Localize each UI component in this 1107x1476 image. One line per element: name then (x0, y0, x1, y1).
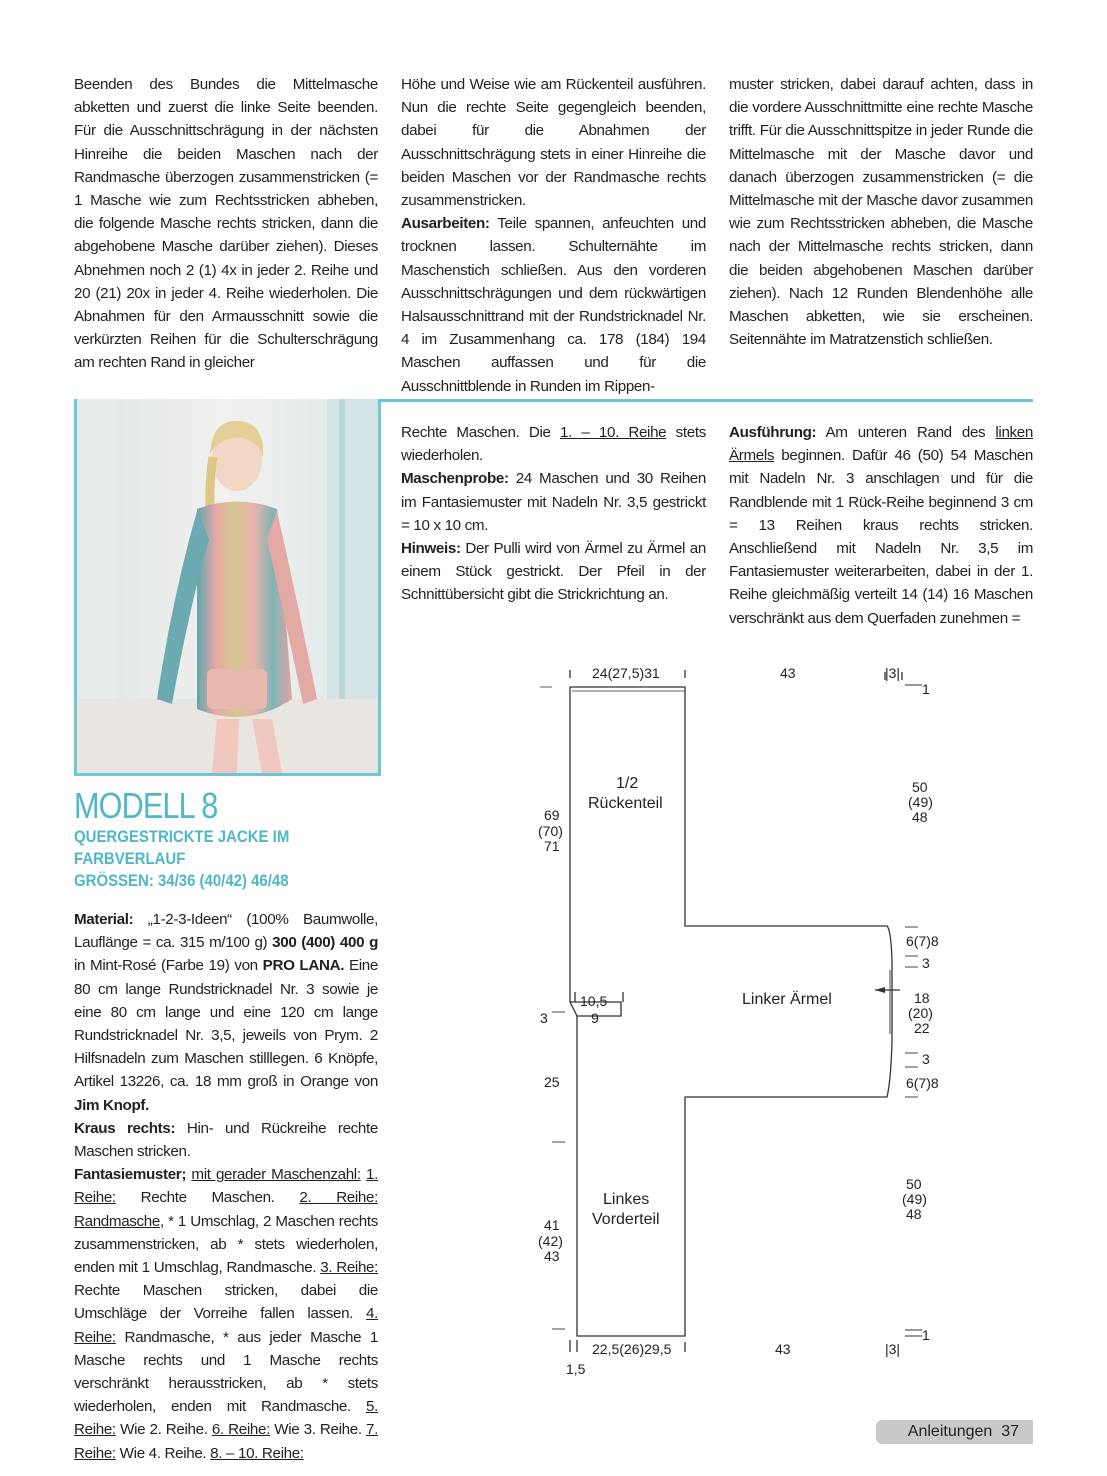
paragraph: Ausarbeiten: Teile spannen, anfeuchten und trocknen lassen. Schulternähte im Maschenstich schließen. Aus den vorderen Ausschnittschrägungen und dem rückwärtigen Halsausschnittrand mit der Rundstricknadel Nr. 4 im Zusammenhang ca. 178 (184) 194 Maschen auffassen und für die Ausschnittblende in Runden im Rippen- (401, 215, 706, 395)
piece-label: Rückenteil (588, 795, 663, 812)
page-footer (876, 1420, 1033, 1444)
text-column-3: muster stricken, dabei darauf achten, dass in die vordere Ausschnittmitte eine rechte Masche trifft. Für die Ausschnittspitze in jeder Runde die Mittelmasche mit der Masche davor und danach überzogen zusammenstricken (= die Mittelmasche mit der Masche davor zusammen wie zum Rechtsstricken abheben, die Masche nach der Mittelmasche rechts stricken, dann die beiden abgehobenen Maschen darüber ziehen). Nach 12 Runden Blendenhöhe alle Maschen abketten, wie sie erscheinen. Seitennähte im Matratzenstich schließen. (729, 76, 1033, 349)
dim-label: |3| (885, 1341, 901, 1357)
page-number: 37 (1001, 1423, 1019, 1440)
text-column-5 (729, 421, 1033, 630)
dim-label: (20) (908, 1005, 933, 1021)
dim-label: 1 (922, 1327, 930, 1343)
model-title: MODELL 8 (74, 785, 218, 826)
fantasie-paragraph: Fantasiemuster; mit gerader Maschenzahl: 1. Reihe: Rechte Maschen. 2. Reihe: Randmasche, * 1 Umschlag, 2 Maschen rechts zusammenstricken, ab * stets wiederholen, enden mit 1 Umschlag, Randmasche. 3. Reihe: Rechte Maschen stricken, dabei die Umschläge der Vorreihe fallen lassen. 4. Reihe: Randmasche, * aus jeder Masche 1 Masche rechts und 1 Masche rechts verschränkt herausstricken, ab * stets wiederholen, enden mit Randmasche. 5. Reihe: Wie 2. Reihe. 6. Reihe: Wie 3. Reihe. 7. Reihe: Wie 4. Reihe. 8. – 10. Reihe: (74, 1166, 379, 1462)
dim-label: 25 (544, 1074, 560, 1090)
model-photo (74, 399, 381, 776)
dim-label: (42) (538, 1233, 563, 1249)
dim-label: 48 (912, 809, 928, 825)
dim-label: 43 (780, 665, 796, 681)
text-column-2 (401, 73, 706, 398)
dim-label: 3 (540, 1010, 548, 1026)
dim-label: 22 (914, 1020, 930, 1036)
paragraph: Maschenprobe: 24 Maschen und 30 Reihen im Fantasiemuster mit Nadeln Nr. 3,5 gestrickt = 10 x 10 cm. (401, 470, 706, 534)
piece-label: Vorderteil (592, 1211, 660, 1228)
pattern-schematic (530, 660, 960, 1380)
dim-label: 3 (922, 1051, 930, 1067)
piece-label: 1/2 (616, 775, 639, 792)
dim-label: 1 (922, 681, 930, 697)
piece-label: Linkes (603, 1191, 650, 1208)
model-subtitle: FARBVERLAUF (74, 849, 186, 868)
dim-label: (49) (908, 794, 933, 810)
footer-section: Anleitungen (907, 1423, 993, 1440)
instructions-column (74, 908, 378, 1465)
dim-label: 71 (544, 838, 560, 854)
dim-label: 69 (544, 807, 560, 823)
dim-label: 48 (906, 1206, 922, 1222)
dim-label: 22,5(26)29,5 (592, 1341, 672, 1357)
dim-label: 24(27,5)31 (592, 665, 660, 681)
model-title-block (74, 786, 319, 892)
dim-label: 43 (775, 1341, 791, 1357)
text-column-4 (401, 421, 706, 607)
dim-label: |3| (885, 665, 901, 681)
dim-label: 50 (906, 1176, 922, 1192)
paragraph: Rechte Maschen. Die 1. – 10. Reihe stets wiederholen. (401, 424, 707, 465)
text-column-1: Beenden des Bundes die Mittelmasche abketten und zuerst die linke Seite beenden. Für die Ausschnittschrägung in der nächsten Hinreihe die beiden Maschen nach der Randmasche überzogen zusammenstricken (= 1 Masche wie zum Rechtsstricken abheben, die folgende Masche rechts stricken, dann die abgehobene Masche darüber ziehen). Dieses Abnehmen noch 2 (1) 4x in jeder 2. Reihe und 20 (21) 20x in jeder 4. Reihe wiederholen. Die Abnahmen für den Armausschnitt sowie die verkürzten Reihen für die Schulterschrägung am rechten Rand in gleicher (74, 76, 378, 372)
dim-label: 41 (544, 1217, 560, 1233)
dim-label: 6(7)8 (906, 1075, 939, 1091)
dim-label: 1,5 (566, 1361, 586, 1377)
paragraph: Höhe und Weise wie am Rückenteil ausführen. Nun die rechte Seite gegengleich beenden, dabei für die Abnahmen der Ausschnittschrägung stets in einer Hinreihe die beiden Maschen vor der Randmasche rechts zusammenstricken. (401, 76, 706, 210)
material-paragraph: Material: „1-2-3-Ideen“ (100% Baumwolle, Lauflänge = ca. 315 m/100 g) 300 (400) 400 g in Mint-Rosé (Farbe 19) von PRO LANA. Eine 80 cm lange Rundstricknadel Nr. 3 sowie je eine 80 cm lange und eine 120 cm lange Rundstricknadel Nr. 3,5, jeweils von Prym. 2 Hilfsnadeln zum Maschen stilllegen. 6 Knöpfe, Artikel 13226, ca. 18 mm groß in Orange von Jim Knopf. (74, 911, 378, 1114)
paragraph: Hinweis: Der Pulli wird von Ärmel zu Ärmel an einem Stück gestrickt. Der Pfeil in der Schnittübersicht gibt die Strickrichtung an. (401, 540, 706, 604)
model-sizes: GRÖSSEN: 34/36 (40/42) 46/48 (74, 871, 289, 890)
dim-label: 3 (922, 955, 930, 971)
model-subtitle: QUERGESTRICKTE JACKE IM (74, 827, 290, 846)
paragraph: Ausführung: Am unteren Rand des linken Ärmels beginnen. Dafür 46 (50) 54 Maschen mit Nadeln Nr. 3 anschlagen und für die Randblende mit 1 Rück-Reihe beginnend 3 cm = 13 Reihen kraus rechts stricken. Anschließend mit Nadeln Nr. 3,5 im Fantasiemuster weiterarbeiten, dabei in der 1. Reihe gleichmäßig verteilt 14 (14) 16 Maschen verschränkt aus dem Querfaden zunehmen = (729, 424, 1033, 627)
dim-label: 10,5 (580, 993, 608, 1009)
dim-label: 9 (591, 1010, 599, 1026)
dim-label: 6(7)8 (906, 933, 939, 949)
dim-label: 43 (544, 1248, 560, 1264)
dim-label: 18 (914, 990, 930, 1006)
piece-label: Linker Ärmel (742, 991, 832, 1008)
kraus-paragraph: Kraus rechts: Hin- und Rückreihe rechte Maschen stricken. (74, 1119, 378, 1161)
dim-label: (70) (538, 823, 563, 839)
dim-label: (49) (902, 1191, 927, 1207)
dim-label: 50 (912, 779, 928, 795)
